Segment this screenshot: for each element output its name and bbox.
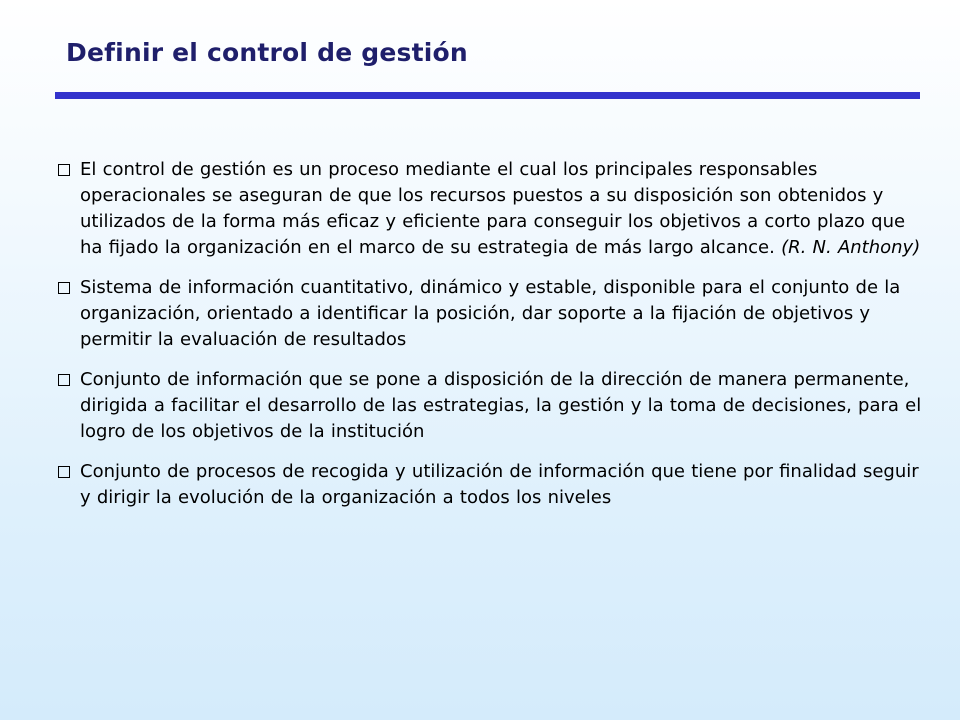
- definition-list: [58, 157, 930, 525]
- title-underline: [55, 92, 920, 99]
- definition-item: [58, 459, 930, 511]
- definition-text: Sistema de información cuantitativo, dinámico y estable, disponible para el conjunto de la organización, orientado a identificar la posición, dar soporte a la fijación de objetivos y permitir la evaluación de resultados: [80, 277, 901, 350]
- definition-item: [58, 157, 930, 261]
- definition-text: Conjunto de información que se pone a disposición de la dirección de manera permanente, dirigida a facilitar el desarrollo de las estrategias, la gestión y la toma de decisiones, para el logro de los objetivos de la institución: [80, 369, 922, 442]
- definition-item: [58, 367, 930, 445]
- definition-citation: (R. N. Anthony): [781, 237, 921, 258]
- square-bullet-icon: [58, 164, 70, 176]
- square-bullet-icon: [58, 466, 70, 478]
- square-bullet-icon: [58, 374, 70, 386]
- slide-title: Definir el control de gestión: [66, 38, 468, 67]
- square-bullet-icon: [58, 282, 70, 294]
- definition-item: [58, 275, 930, 353]
- definition-text: El control de gestión es un proceso mediante el cual los principales responsables operacionales se aseguran de que los recursos puestos a su disposición son obtenidos y utilizados de la forma más eficaz y eficiente para conseguir los objetivos a corto plazo que ha fijado la organización en el marco de su estrategia de más largo alcance.: [80, 159, 906, 258]
- definition-text: Conjunto de procesos de recogida y utilización de información que tiene por finalidad seguir y dirigir la evolución de la organización a todos los niveles: [80, 461, 919, 508]
